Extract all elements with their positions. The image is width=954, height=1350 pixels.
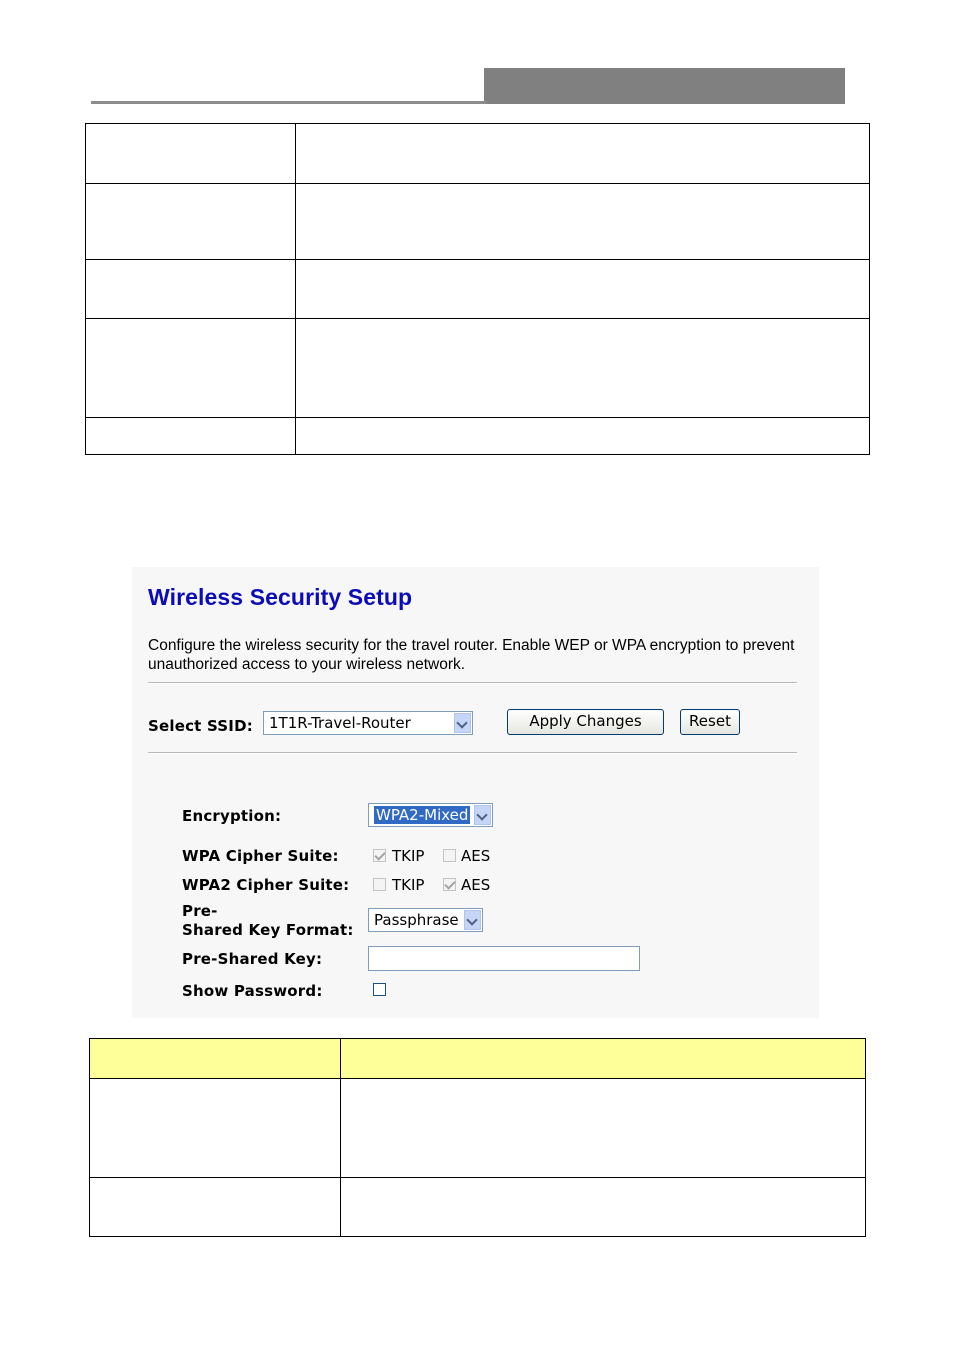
encryption-select[interactable] xyxy=(368,803,493,827)
header-bar xyxy=(484,68,845,104)
show-password-checkbox[interactable] xyxy=(373,983,386,996)
table-cell xyxy=(296,124,870,184)
table-header-row xyxy=(90,1039,866,1079)
table-header-cell xyxy=(341,1039,866,1079)
table-cell xyxy=(86,418,296,455)
apply-changes-button[interactable]: Apply Changes xyxy=(507,709,664,735)
wpa-tkip-checkbox[interactable] xyxy=(373,849,386,862)
wpa-cipher-label: WPA Cipher Suite: xyxy=(182,847,339,865)
table-cell xyxy=(86,184,296,260)
show-password-label: Show Password: xyxy=(182,982,323,1000)
table-cell xyxy=(296,418,870,455)
psk-format-label-line2: Shared Key Format: xyxy=(182,921,354,939)
encryption-select-value: WPA2-Mixed xyxy=(376,806,469,824)
table-cell xyxy=(341,1079,866,1178)
psk-input[interactable] xyxy=(368,946,640,971)
psk-format-select-value: Passphrase xyxy=(374,911,459,929)
table-cell xyxy=(296,319,870,418)
table-cell xyxy=(296,260,870,319)
psk-format-select[interactable] xyxy=(368,908,483,932)
table-cell xyxy=(86,260,296,319)
table-cell xyxy=(90,1079,341,1178)
chevron-down-icon[interactable] xyxy=(474,805,491,825)
table-row xyxy=(90,1079,866,1178)
ssid-select[interactable] xyxy=(263,711,473,735)
wpa2-aes-label: AES xyxy=(461,876,491,894)
chevron-down-icon[interactable] xyxy=(464,910,481,930)
table-cell xyxy=(86,319,296,418)
ssid-select-value: 1T1R-Travel-Router xyxy=(269,714,411,732)
psk-label: Pre-Shared Key: xyxy=(182,950,323,968)
table-cell xyxy=(90,1178,341,1237)
wpa-aes-checkbox[interactable] xyxy=(443,849,456,862)
wpa-aes-label: AES xyxy=(461,847,491,865)
wpa-tkip-label: TKIP xyxy=(392,847,425,865)
ssid-label: Select SSID: xyxy=(148,717,253,735)
wpa2-tkip-checkbox[interactable] xyxy=(373,878,386,891)
wpa2-cipher-label: WPA2 Cipher Suite: xyxy=(182,876,350,894)
psk-format-label-line1: Pre- xyxy=(182,902,218,920)
table-row xyxy=(86,319,870,418)
table-header-cell xyxy=(90,1039,341,1079)
divider xyxy=(148,682,797,684)
page-title: Wireless Security Setup xyxy=(148,584,413,610)
header-rule xyxy=(91,101,487,104)
check-icon xyxy=(444,878,455,889)
table-row xyxy=(86,184,870,260)
table-row xyxy=(86,124,870,184)
table-cell xyxy=(86,124,296,184)
table-cell xyxy=(341,1178,866,1237)
table-row xyxy=(86,418,870,455)
check-icon xyxy=(374,849,385,860)
wpa2-tkip-label: TKIP xyxy=(392,876,425,894)
page-description: Configure the wireless security for the travel router. Enable WEP or WPA encryption to prevent unauthorized access to your wireless network. xyxy=(148,637,795,673)
top-table xyxy=(85,123,870,455)
table-row xyxy=(90,1178,866,1237)
wpa2-aes-checkbox[interactable] xyxy=(443,878,456,891)
reset-button[interactable]: Reset xyxy=(680,709,740,735)
chevron-down-icon[interactable] xyxy=(454,713,471,733)
table-row xyxy=(86,260,870,319)
bottom-table xyxy=(89,1038,866,1237)
table-cell xyxy=(296,184,870,260)
wireless-security-screenshot xyxy=(132,567,819,1018)
encryption-label: Encryption: xyxy=(182,807,282,825)
divider xyxy=(148,752,797,754)
